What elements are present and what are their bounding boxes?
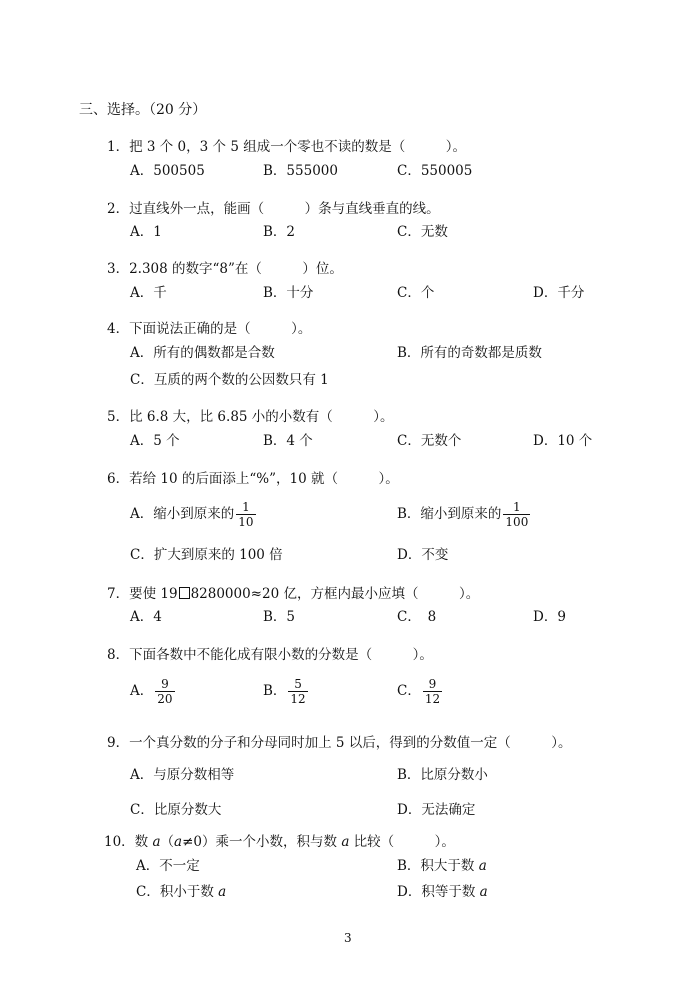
fraction-numerator: 9 [161, 677, 169, 691]
fraction-numerator: 9 [428, 677, 437, 691]
q5-option-b[interactable]: B．4 个 [263, 433, 313, 449]
q6-option-a-label: A．缩小到原来的 [130, 505, 235, 522]
q10-option-b-label: B．积大于数 [397, 858, 479, 874]
q3-option-d[interactable]: D．千分 [533, 285, 585, 301]
q10-option-d[interactable] [397, 886, 488, 900]
q7-option-c[interactable]: C． 8 [397, 609, 437, 625]
q6-option-b[interactable] [397, 500, 530, 529]
q1-option-b[interactable]: B．555000 [263, 163, 338, 179]
page-number: 3 [344, 931, 352, 945]
q10-option-b[interactable] [397, 860, 487, 874]
q5-option-d[interactable]: D．10 个 [533, 433, 593, 449]
question-5-stem: 5．比 6.8 大，比 6.85 小的小数有（ ）。 [107, 409, 394, 425]
q6-option-b-label: B．缩小到原来的 [397, 505, 502, 522]
q4-option-a[interactable]: A．所有的偶数都是合数 [130, 345, 275, 361]
fraction-5-12 [288, 677, 307, 706]
q1-option-a[interactable]: A．500505 [130, 163, 205, 179]
q6-option-c[interactable]: C．扩大到原来的 100 倍 [130, 547, 283, 563]
fraction-denominator: 10 [238, 515, 254, 529]
q9-option-c[interactable]: C．比原分数大 [130, 802, 222, 818]
q10-stem-part-c: ≠0）乘一个小数，积与数 [182, 834, 342, 850]
q8-option-c[interactable] [397, 677, 442, 706]
q1-option-c[interactable]: C．550005 [397, 163, 473, 179]
q5-option-c[interactable]: C．无数个 [397, 433, 462, 449]
question-8-stem: 8．下面各数中不能化成有限小数的分数是（ ）。 [107, 647, 433, 663]
q6-option-a[interactable] [130, 500, 256, 529]
q7-option-b[interactable]: B．5 [263, 609, 296, 625]
q7-stem-part-a: 7．要使 19 [107, 586, 178, 602]
question-4-stem: 4．下面说法正确的是（ ）。 [107, 321, 312, 337]
q3-option-a[interactable]: A．千 [130, 285, 167, 301]
question-9-stem: 9．一个真分数的分子和分母同时加上 5 以后，得到的分数值一定（ ）。 [107, 735, 572, 751]
question-6-stem: 6．若给 10 的后面添上“%”，10 就（ ）。 [107, 471, 399, 487]
variable-a: a [478, 858, 487, 874]
fraction-1-100 [503, 500, 530, 529]
variable-a: a [174, 834, 183, 850]
q9-option-d[interactable]: D．无法确定 [397, 802, 476, 818]
variable-a: a [341, 834, 350, 850]
question-7-stem [107, 587, 479, 602]
q8-option-b[interactable] [263, 677, 308, 706]
q4-option-c[interactable]: C．互质的两个数的公因数只有 1 [130, 372, 329, 388]
q7-option-a[interactable]: A．4 [130, 609, 162, 625]
q10-option-c[interactable] [136, 886, 226, 900]
q5-option-a[interactable]: A．5 个 [130, 433, 180, 449]
q10-option-a[interactable]: A．不一定 [136, 858, 200, 874]
blank-square-icon [179, 587, 190, 599]
question-3-stem: 3．2.308 的数字“8”在（ ）位。 [107, 261, 343, 277]
variable-a: a [479, 884, 488, 900]
fraction-numerator: 1 [242, 500, 250, 514]
q8-option-a[interactable] [130, 677, 175, 706]
q10-stem-part-d: 比较（ ）。 [349, 834, 455, 850]
q8-option-a-label: A． [130, 682, 154, 699]
fraction-9-12 [423, 677, 442, 706]
fraction-denominator: 12 [424, 692, 441, 706]
q2-option-c[interactable]: C．无数 [397, 224, 448, 240]
q9-option-b[interactable]: B．比原分数小 [397, 767, 488, 783]
q8-option-c-label: C． [397, 682, 421, 699]
q3-option-b[interactable]: B．十分 [263, 285, 314, 301]
q2-option-b[interactable]: B．2 [263, 224, 296, 240]
q10-stem-part-a: 10．数 [104, 834, 153, 850]
q9-option-a[interactable]: A．与原分数相等 [130, 767, 235, 783]
q3-option-c[interactable]: C．个 [397, 285, 435, 301]
q8-option-b-label: B． [263, 682, 287, 699]
q7-option-d[interactable]: D．9 [533, 609, 566, 625]
question-2-stem: 2．过直线外一点，能画（ ）条与直线垂直的线。 [107, 201, 440, 217]
q6-option-d[interactable]: D．不变 [397, 547, 449, 563]
fraction-denominator: 20 [157, 692, 173, 706]
fraction-numerator: 1 [513, 500, 521, 514]
q10-option-d-label: D．积等于数 [397, 884, 480, 900]
q2-option-a[interactable]: A．1 [130, 224, 162, 240]
fraction-9-20 [155, 677, 174, 706]
q4-option-b[interactable]: B．所有的奇数都是质数 [397, 345, 542, 361]
variable-a: a [152, 834, 161, 850]
fraction-1-10 [236, 500, 255, 529]
fraction-denominator: 12 [290, 692, 306, 706]
q10-option-c-label: C．积小于数 [136, 884, 219, 900]
question-10-stem [104, 836, 455, 850]
fraction-denominator: 100 [505, 515, 529, 529]
section-title: 三、选择。（20 分） [79, 102, 207, 118]
question-1-stem: 1．把 3 个 0，3 个 5 组成一个零也不读的数是（ ）。 [107, 139, 466, 155]
fraction-numerator: 5 [294, 677, 302, 691]
variable-a: a [218, 884, 227, 900]
q7-stem-part-b: 8280000≈20 亿，方框内最小应填（ ）。 [190, 586, 480, 602]
q10-stem-part-b: （ [160, 834, 175, 850]
